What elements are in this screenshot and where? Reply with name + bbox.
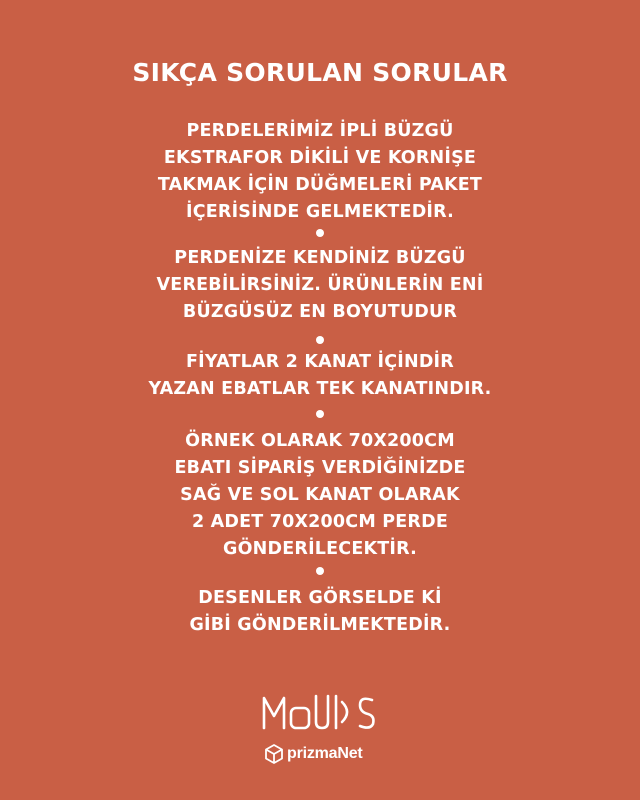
faq-line: SAĞ VE SOL KANAT OLARAK <box>180 485 460 505</box>
moods-logo <box>0 690 640 736</box>
bullet-separator <box>316 336 324 344</box>
prizmanet-label: prizmaNet <box>287 745 363 762</box>
bullet-separator <box>316 229 324 237</box>
page-title: SIKÇA SORULAN SORULAR <box>132 58 508 87</box>
faq-line: PERDELERİMİZ İPLİ BÜZGÜ <box>186 121 454 141</box>
faq-line: İÇERİSİNDE GELMEKTEDİR. <box>185 202 454 222</box>
faq-line: FİYATLAR 2 KANAT İÇİNDİR <box>186 352 454 372</box>
faq-line: GÖNDERİLECEKTİR. <box>223 539 417 559</box>
faq-line: TAKMAK İÇİN DÜĞMELERİ PAKET <box>157 175 483 195</box>
faq-item-5 <box>0 585 640 639</box>
faq-line: PERDENİZE KENDİNİZ BÜZGÜ <box>174 248 466 268</box>
prizmanet-logo <box>263 742 363 766</box>
faq-line: VEREBİLİRSİNİZ. ÜRÜNLERİN ENİ <box>156 275 484 295</box>
bullet-separator <box>316 567 324 575</box>
moods-logo-icon <box>260 690 380 736</box>
faq-line: EKSTRAFOR DİKİLİ VE KORNİŞE <box>163 148 477 168</box>
faq-line: DESENLER GÖRSELDE Kİ <box>198 588 442 608</box>
faq-line: GİBİ GÖNDERİLMEKTEDİR. <box>189 615 451 635</box>
faq-item-1 <box>0 118 640 226</box>
faq-item-4 <box>0 428 640 563</box>
faq-item-2 <box>0 245 640 326</box>
faq-item-3 <box>0 349 640 403</box>
faq-line: ÖRNEK OLARAK 70X200CM <box>185 431 455 451</box>
faq-line: 2 ADET 70X200CM PERDE <box>192 512 448 532</box>
faq-line: EBATI SİPARİŞ VERDİĞİNİZDE <box>174 458 466 478</box>
faq-line: BÜZGÜSÜZ EN BOYUTUDUR <box>182 302 458 322</box>
prizma-cube-icon <box>263 743 285 765</box>
bullet-separator <box>316 410 324 418</box>
faq-line: YAZAN EBATLAR TEK KANATINDIR. <box>148 379 492 399</box>
